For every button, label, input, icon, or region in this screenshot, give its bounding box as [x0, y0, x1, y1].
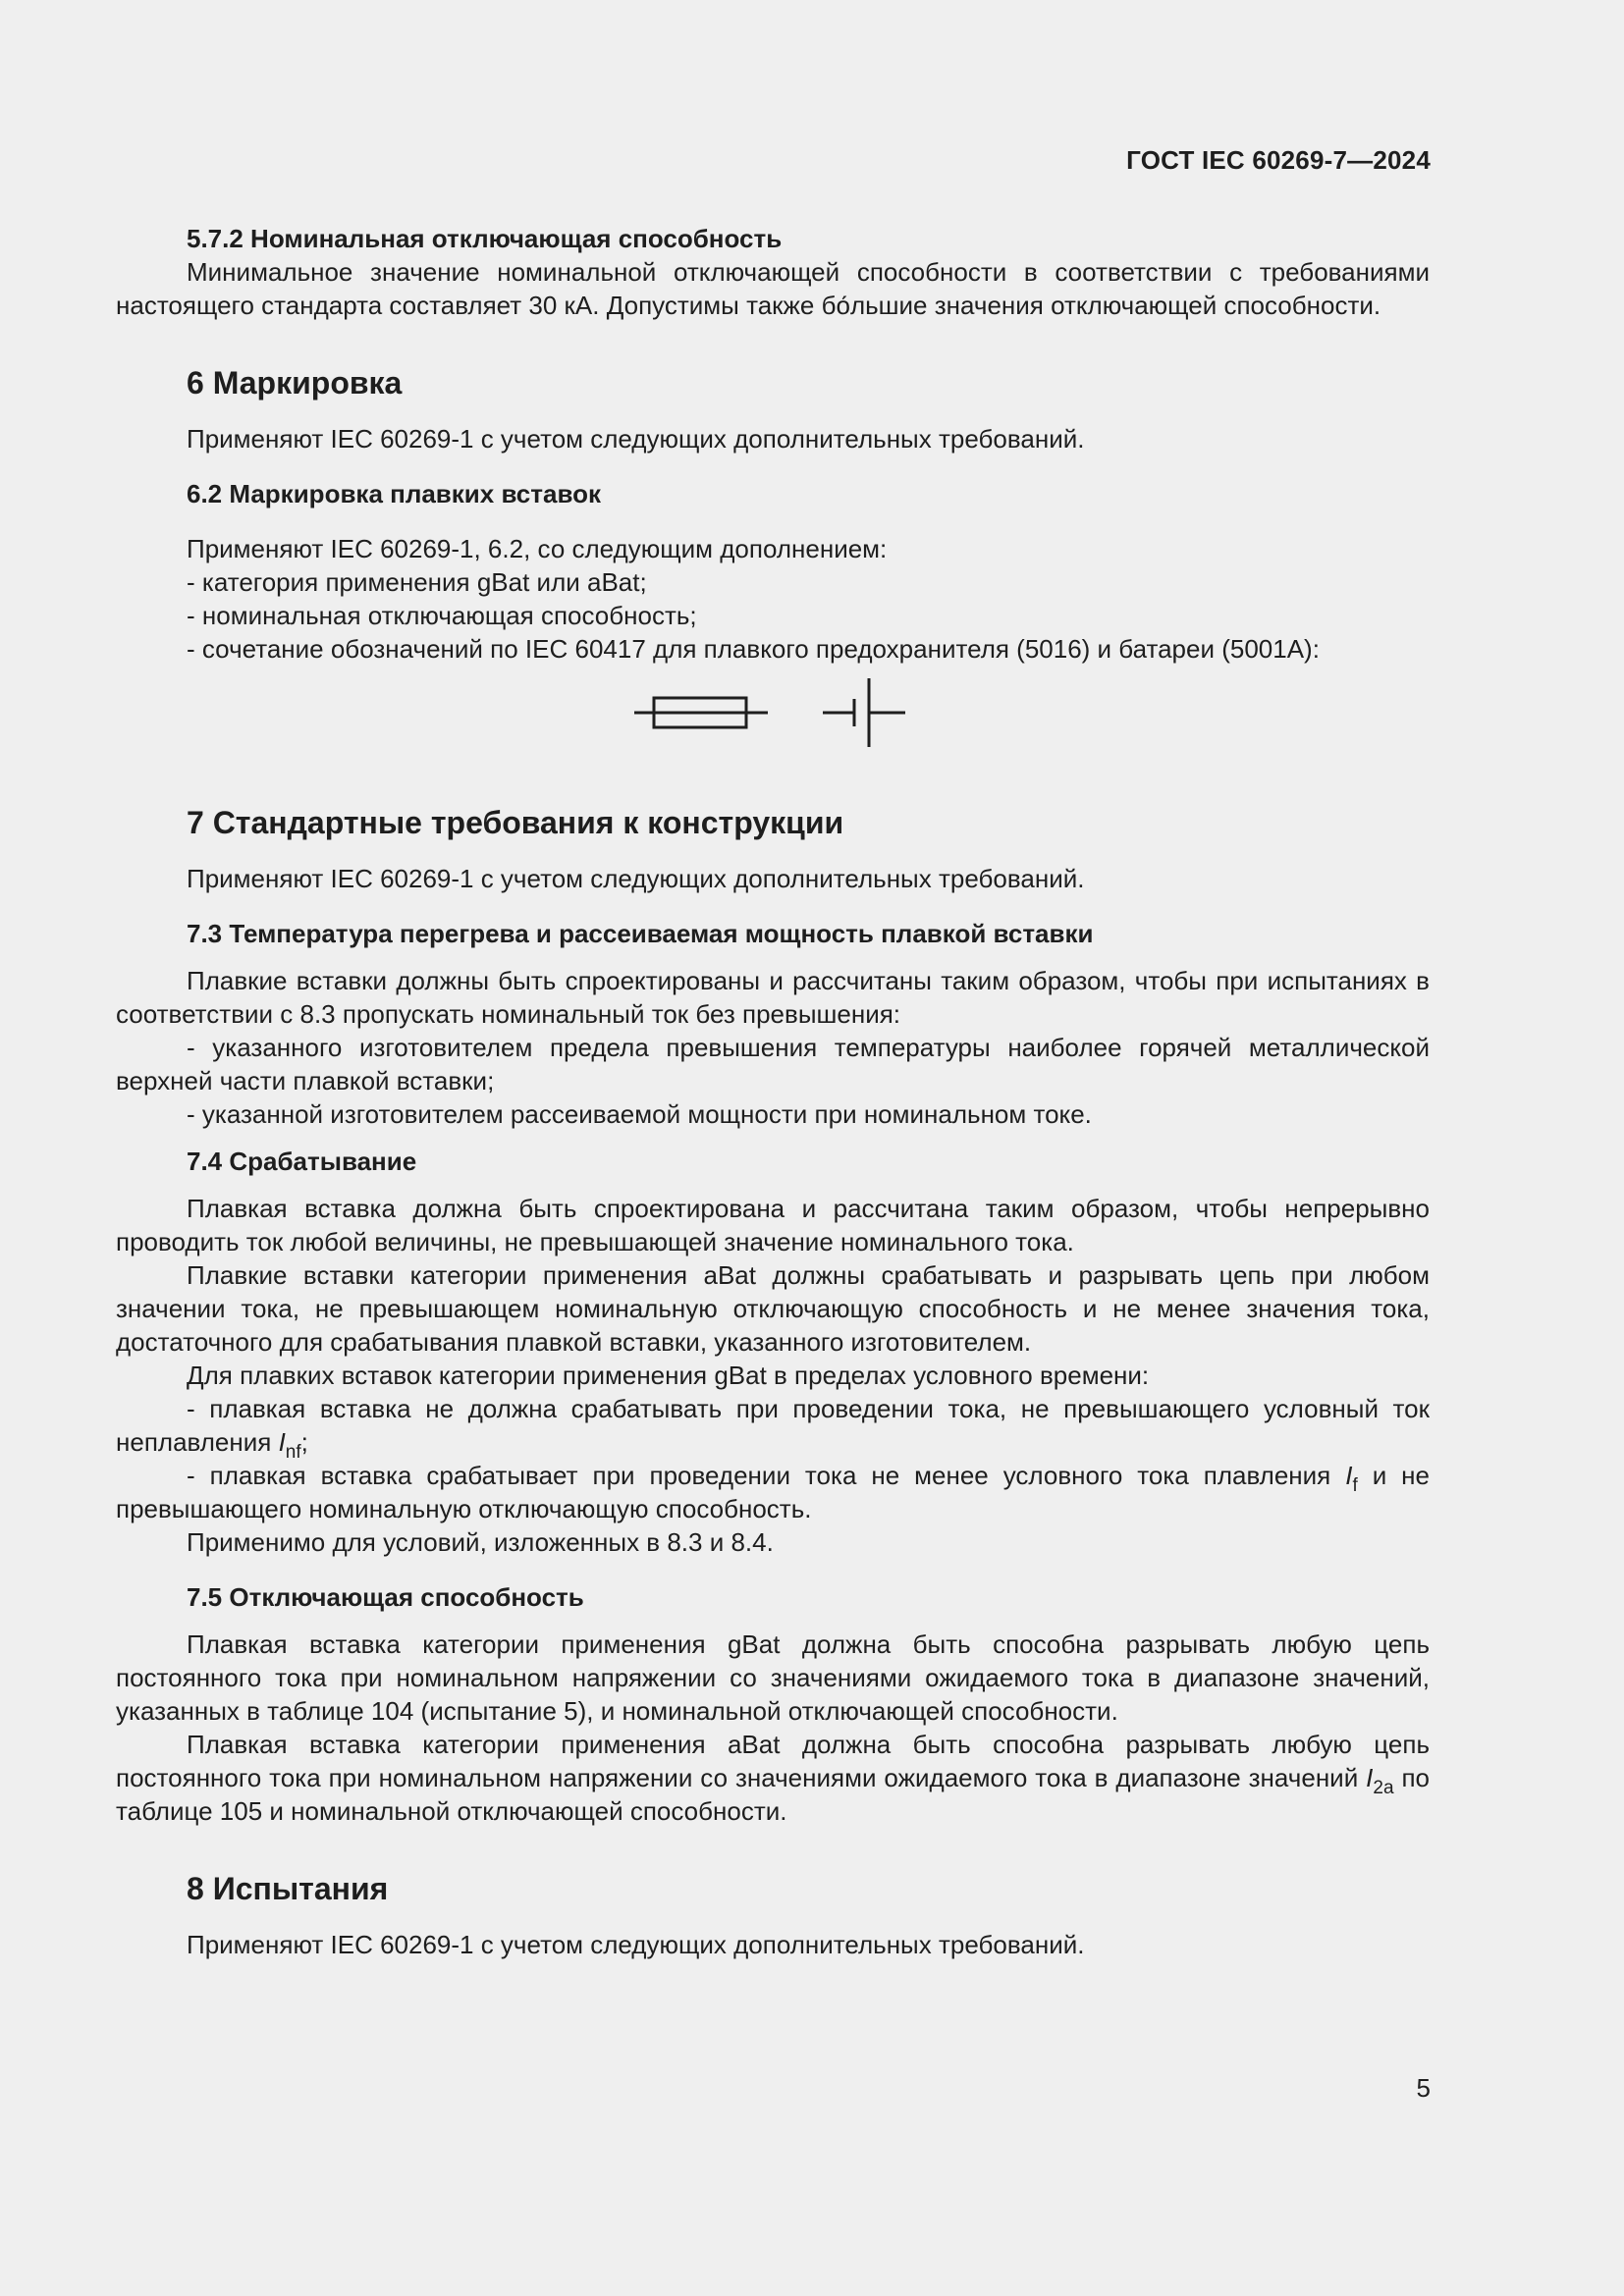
paragraph-end: по таблице 105 и номинальной отключающей способности.: [116, 1763, 1431, 1826]
list-item: [116, 1459, 1430, 1525]
paragraph-7-5-2: [116, 1728, 1430, 1828]
list-item-end: и не превышающего номинальную отключающую способность.: [116, 1461, 1430, 1523]
paragraph-text: Плавкая вставка категории применения aBat должна быть способна разрывать любую цепь постоянного тока при номинальном напряжении со значениями ожидаемого тока в диапазоне значений: [116, 1730, 1430, 1792]
list-item: - указанной изготовителем рассеиваемой мощности при номинальном токе.: [187, 1099, 1092, 1129]
list-item-end: ;: [300, 1427, 308, 1457]
paragraph-7-4-1: Плавкая вставка должна быть спроектирована и рассчитана таким образом, чтобы непрерывно проводить ток любой величины, не превышающей значение номинального тока.: [116, 1194, 1430, 1256]
fuse-symbol-icon: [632, 683, 770, 742]
list-item-text: - плавкая вставка не должна срабатывать при проведении тока, не превышающего условный ток неплавления: [116, 1394, 1430, 1457]
current-symbol: I: [278, 1427, 286, 1457]
paragraph-5-7-2: Минимальное значение номинальной отключающей способности в соответствии с требованиями настоящего стандарта составляет 30 кА. Допустимы также бо́льшие значения отключающей способности.: [116, 257, 1430, 320]
page-content: [116, 222, 1430, 1961]
paragraph-7: Применяют IEC 60269-1 с учетом следующих дополнительных требований.: [187, 864, 1085, 893]
paragraph-8: Применяют IEC 60269-1 с учетом следующих дополнительных требований.: [187, 1930, 1085, 1959]
current-subscript: nf: [285, 1442, 301, 1463]
paragraph-6: Применяют IEC 60269-1 с учетом следующих дополнительных требований.: [187, 424, 1085, 454]
paragraph-7-4-2: Плавкие вставки категории применения aBat должны срабатывать и разрывать цепь при любом значении тока, не превышающем номинальную отключающую способность и не менее значения тока, достаточного для срабатывания плавкой вставки, указанного изготовителем.: [116, 1260, 1430, 1357]
heading-5-7-2: 5.7.2 Номинальная отключающая способность: [187, 224, 783, 253]
heading-6-2: 6.2 Маркировка плавких вставок: [187, 479, 601, 508]
document-id: ГОСТ IEC 60269-7—2024: [1126, 145, 1431, 175]
paragraph-6-2-intro: Применяют IEC 60269-1, 6.2, со следующим дополнением:: [187, 534, 888, 563]
current-subscript: 2a: [1373, 1778, 1394, 1798]
list-item: - указанного изготовителем предела превышения температуры наиболее горячей металлической верхней части плавкой вставки;: [116, 1033, 1430, 1095]
heading-7: 7 Стандартные требования к конструкции: [187, 805, 844, 840]
paragraph-7-4-3: Для плавких вставок категории применения gBat в пределах условного времени:: [187, 1361, 1150, 1390]
current-subscript: f: [1352, 1475, 1358, 1496]
heading-7-4: 7.4 Срабатывание: [187, 1147, 417, 1176]
iec-60417-symbols: [116, 666, 1430, 783]
heading-7-3: 7.3 Температура перегрева и рассеиваемая мощность плавкой вставки: [187, 919, 1094, 948]
page-number: 5: [1416, 2073, 1431, 2103]
list-item: - номинальная отключающая способность;: [187, 601, 697, 630]
heading-7-5: 7.5 Отключающая способность: [187, 1582, 584, 1612]
paragraph-7-4-4: Применимо для условий, изложенных в 8.3 и 8.4.: [187, 1527, 774, 1557]
paragraph-7-5-1: Плавкая вставка категории применения gBat должна быть способна разрывать любую цепь постоянного тока при номинальном напряжении со значениями ожидаемого тока в диапазоне значений, указанных в таблице 104 (испытание 5), и номинальной отключающей способности.: [116, 1629, 1430, 1726]
heading-8: 8 Испытания: [187, 1871, 389, 1906]
list-item: - категория применения gBat или aBat;: [187, 567, 647, 597]
heading-6: 6 Маркировка: [187, 365, 403, 400]
battery-symbol-icon: [823, 673, 921, 752]
current-symbol: I: [1366, 1763, 1374, 1792]
list-item: - сочетание обозначений по IEC 60417 для плавкого предохранителя (5016) и батареи (5001A):: [187, 634, 1320, 664]
current-symbol: I: [1345, 1461, 1353, 1490]
list-item-text: - плавкая вставка срабатывает при проведении тока не менее условного тока плавления: [187, 1461, 1346, 1490]
list-item: [116, 1392, 1430, 1463]
paragraph-7-3: Плавкие вставки должны быть спроектированы и рассчитаны таким образом, чтобы при испытаниях в соответствии с 8.3 пропускать номинальный ток без превышения:: [116, 966, 1430, 1029]
